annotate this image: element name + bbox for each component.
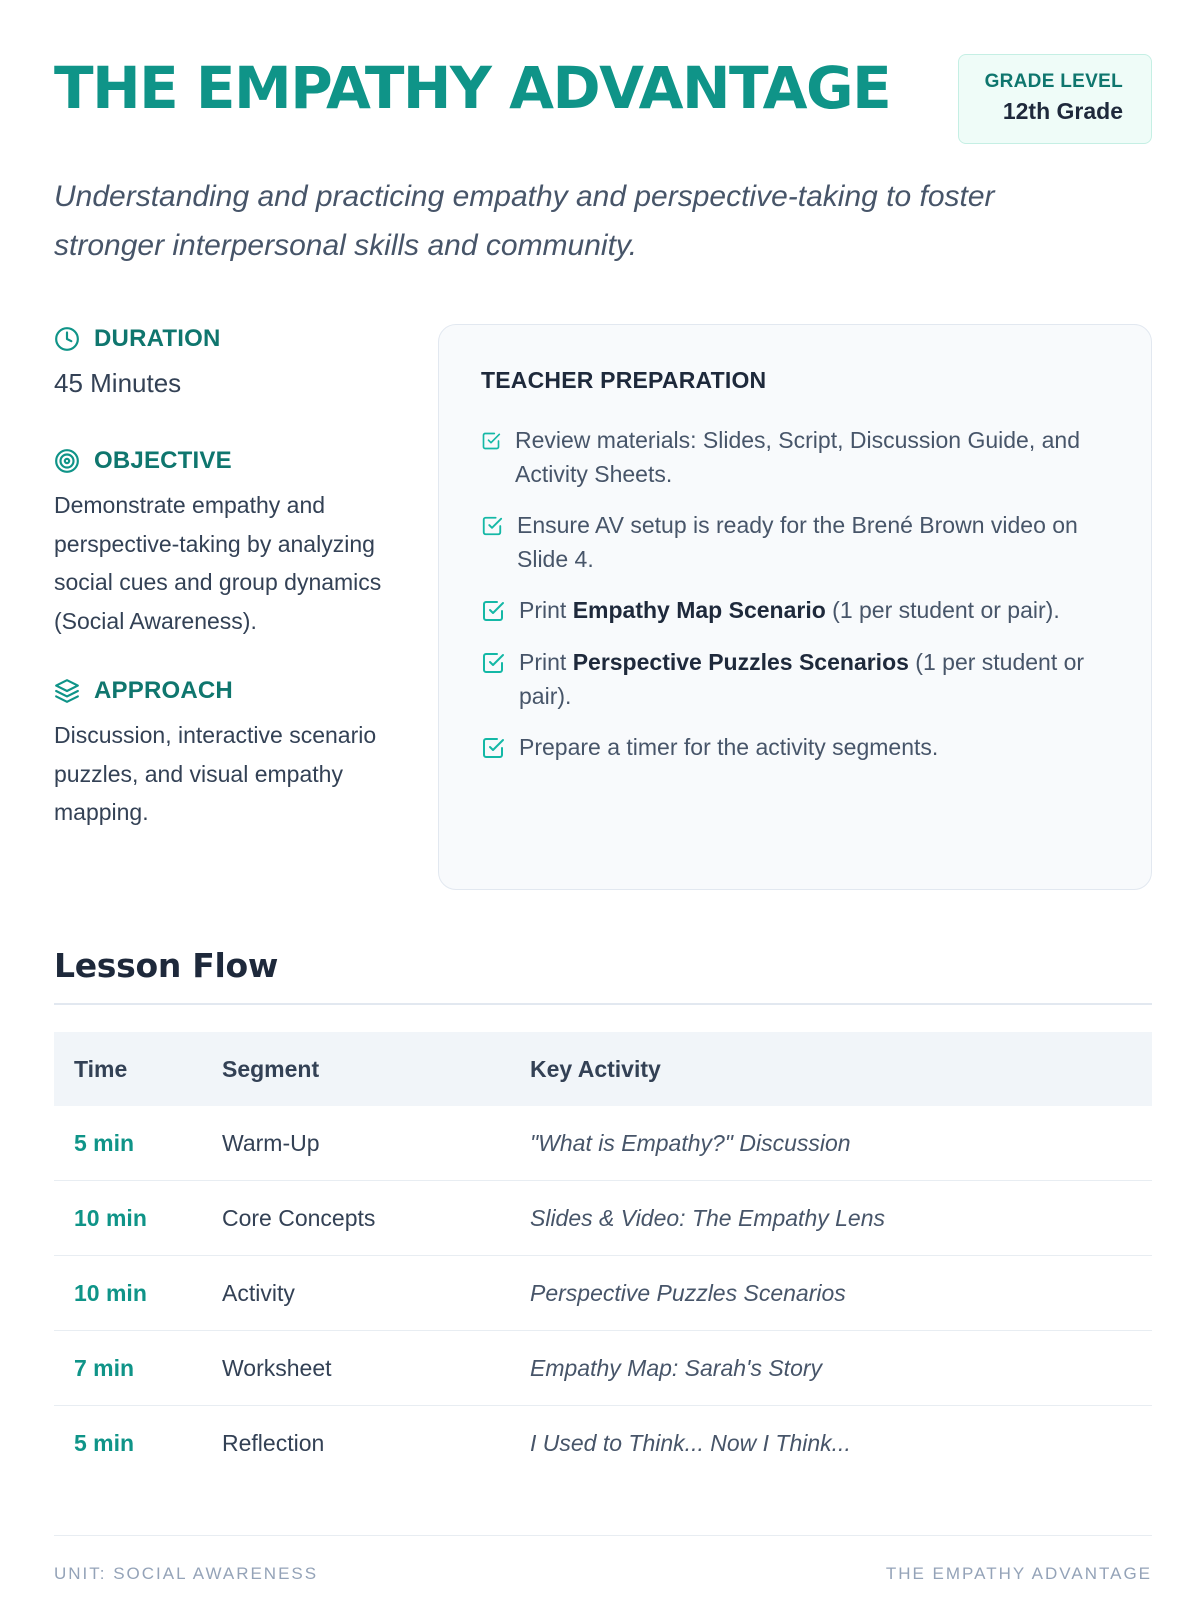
prep-item-text: Review materials: Slides, Script, Discussion Guide, and Activity Sheets. bbox=[515, 427, 1081, 487]
column-header-time: Time bbox=[74, 1055, 128, 1082]
prep-item-text-after: (1 per student or pair). bbox=[825, 597, 1060, 623]
objective-heading bbox=[54, 444, 384, 478]
approach-label: APPROACH bbox=[94, 677, 233, 704]
prep-item-text: Prepare a timer for the activity segments. bbox=[519, 734, 939, 760]
checkbox-icon bbox=[481, 599, 505, 623]
page-subtitle: Understanding and practicing empathy and perspective-taking to foster stronger interpersonal skills and community. bbox=[54, 180, 995, 262]
duration-label: DURATION bbox=[94, 325, 221, 352]
clock-icon bbox=[54, 326, 80, 352]
prep-item-text: Print bbox=[519, 597, 573, 623]
prep-item-bold: Perspective Puzzles Scenarios bbox=[572, 649, 909, 675]
footer-unit: UNIT: SOCIAL AWARENESS bbox=[54, 1564, 319, 1583]
table-row bbox=[54, 1331, 1152, 1406]
prep-item bbox=[481, 508, 1121, 576]
checkbox-icon bbox=[481, 515, 503, 537]
footer-title: THE EMPATHY ADVANTAGE bbox=[885, 1564, 1152, 1583]
column-header-segment: Segment bbox=[222, 1055, 320, 1082]
prep-item-bold: Empathy Map Scenario bbox=[572, 597, 826, 623]
table-row bbox=[54, 1181, 1152, 1256]
lesson-flow-table bbox=[54, 1032, 1152, 1481]
row-activity: I Used to Think... Now I Think... bbox=[530, 1430, 851, 1456]
prep-item bbox=[481, 423, 1121, 491]
row-segment: Reflection bbox=[222, 1430, 325, 1456]
row-activity: Perspective Puzzles Scenarios bbox=[530, 1279, 846, 1306]
prep-item bbox=[481, 593, 1121, 627]
prep-item-text-after: (1 per student or pair). bbox=[519, 649, 1085, 709]
teacher-preparation-card bbox=[438, 324, 1152, 890]
approach-heading bbox=[54, 674, 384, 708]
target-icon bbox=[54, 448, 80, 474]
table-row bbox=[54, 1106, 1152, 1181]
row-time: 5 min bbox=[74, 1430, 135, 1456]
row-activity: "What is Empathy?" Discussion bbox=[530, 1129, 851, 1156]
checkbox-icon bbox=[481, 651, 505, 675]
approach-text: Discussion, interactive scenario puzzles, and visual empathy mapping. bbox=[54, 722, 377, 825]
table-header-row bbox=[54, 1032, 1152, 1106]
column-header-activity: Key Activity bbox=[530, 1055, 661, 1082]
grade-level-value: 12th Grade bbox=[1002, 98, 1123, 124]
prep-item bbox=[481, 645, 1121, 713]
objective-label: OBJECTIVE bbox=[94, 447, 232, 474]
row-time: 5 min bbox=[74, 1129, 135, 1156]
row-activity: Empathy Map: Sarah's Story bbox=[530, 1354, 823, 1381]
footer-divider bbox=[54, 1535, 1152, 1536]
layers-icon bbox=[54, 678, 80, 704]
row-time: 10 min bbox=[74, 1279, 147, 1306]
lesson-plan-page bbox=[54, 0, 1152, 1600]
objective-text: Demonstrate empathy and perspective-taking by analyzing social cues and group dynamics (Social Awareness). bbox=[54, 492, 382, 634]
duration-value: 45 Minutes bbox=[54, 368, 182, 398]
row-activity: Slides & Video: The Empathy Lens bbox=[530, 1204, 886, 1231]
prep-item-text: Print bbox=[519, 649, 573, 675]
row-segment: Warm-Up bbox=[222, 1129, 320, 1156]
row-time: 7 min bbox=[74, 1354, 135, 1381]
prep-item bbox=[481, 730, 1121, 764]
overview-column bbox=[54, 322, 384, 832]
grade-level-label: GRADE LEVEL bbox=[984, 71, 1123, 92]
checkbox-icon bbox=[481, 736, 505, 760]
row-segment: Activity bbox=[222, 1279, 295, 1306]
table-row bbox=[54, 1256, 1152, 1331]
lesson-flow-title: Lesson Flow bbox=[54, 946, 279, 985]
page-title: THE EMPATHY ADVANTAGE bbox=[54, 54, 891, 122]
duration-heading bbox=[54, 322, 384, 356]
row-segment: Worksheet bbox=[222, 1354, 332, 1381]
prep-item-text: Ensure AV setup is ready for the Brené Brown video on Slide 4. bbox=[517, 512, 1078, 572]
section-divider bbox=[54, 1003, 1152, 1005]
checkbox-icon bbox=[481, 431, 501, 451]
table-row bbox=[54, 1406, 1152, 1481]
grade-level-badge bbox=[958, 54, 1152, 144]
teacher-preparation-title: TEACHER PREPARATION bbox=[481, 367, 767, 393]
row-time: 10 min bbox=[74, 1204, 147, 1231]
row-segment: Core Concepts bbox=[222, 1204, 376, 1231]
